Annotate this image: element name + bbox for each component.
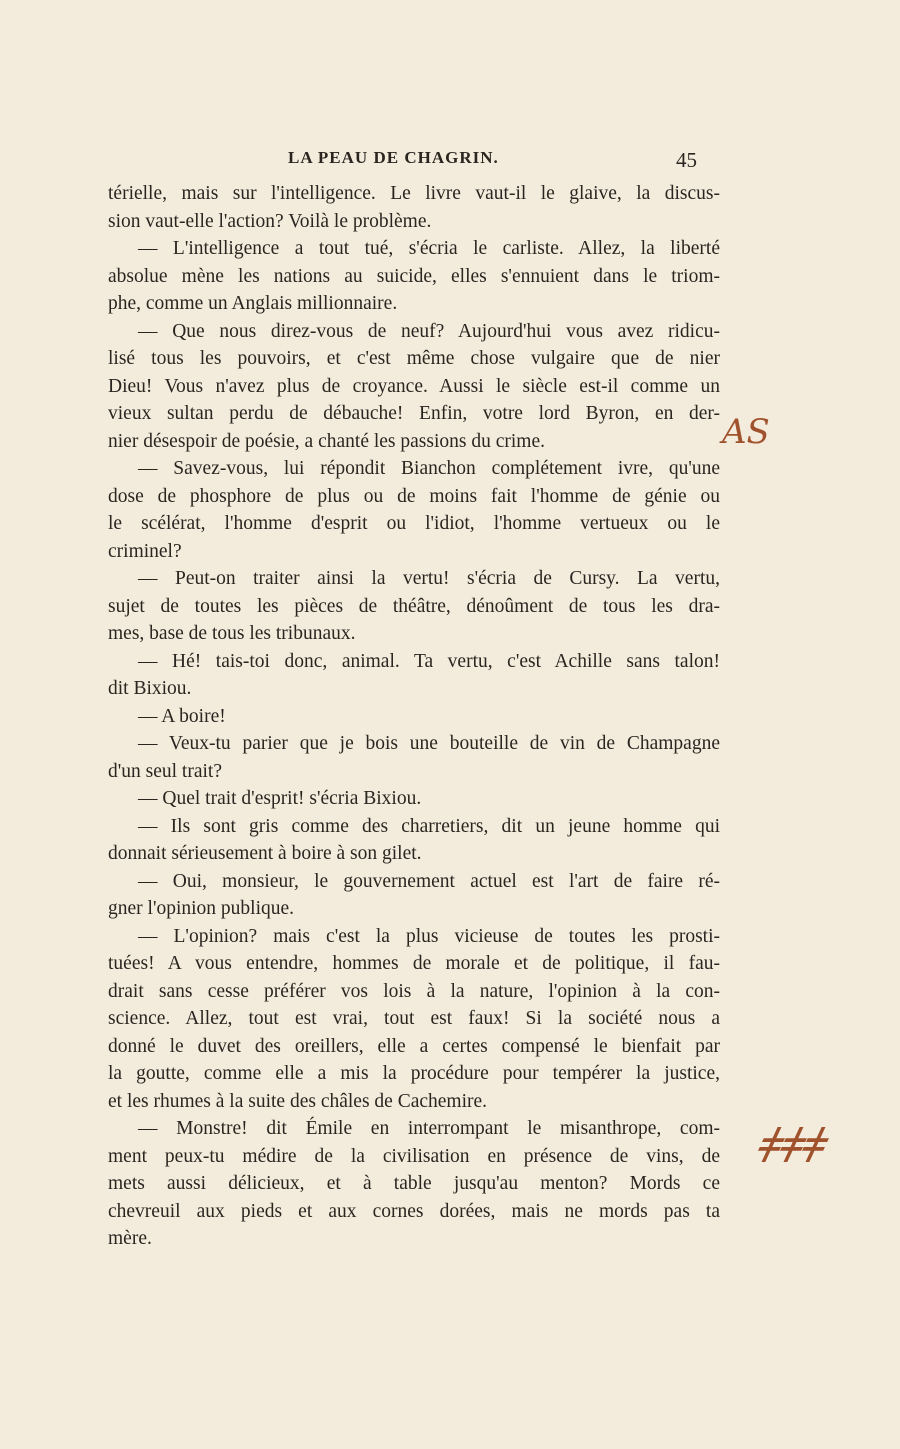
text-line: science. Allez, tout est vrai, tout est faux! Si la société nous a [108, 1008, 720, 1029]
text-line: phe, comme un Anglais millionnaire. [108, 293, 398, 314]
text-line: — Que nous direz-vous de neuf? Aujourd'hui vous avez ridicu- [138, 320, 720, 342]
text-line: — Ils sont gris comme des charretiers, dit un jeune homme qui [138, 815, 720, 837]
text-line: térielle, mais sur l'intelligence. Le livre vaut-il le glaive, la discus- [108, 183, 720, 204]
text-line: gner l'opinion publique. [108, 898, 295, 919]
text-line: — Hé! tais-toi donc, animal. Ta vertu, c'est Achille sans talon! [138, 650, 720, 672]
handwritten-annotation-scrawl: ǂǂǂ [752, 1118, 834, 1174]
text-line: d'un seul trait? [108, 760, 222, 782]
text-line: chevreuil aux pieds et aux cornes dorées, mais ne mords pas ta [108, 1200, 720, 1222]
text-line: drait sans cesse préférer vos lois à la nature, l'opinion à la con- [108, 980, 720, 1002]
text-line: tuées! A vous entendre, hommes de morale et de politique, il fau- [108, 953, 720, 974]
text-line: nier désespoir de poésie, a chanté les passions du crime. [108, 430, 545, 452]
text-line: et les rhumes à la suite des châles de Cachemire. [108, 1090, 488, 1112]
body-text [108, 180, 720, 1253]
text-line: — L'intelligence a tout tué, s'écria le carliste. Allez, la liberté [138, 238, 720, 259]
text-line: sujet de toutes les pièces de théâtre, dénoûment de tous les dra- [108, 595, 720, 617]
text-line: Dieu! Vous n'avez plus de croyance. Aussi le siècle est-il comme un [108, 375, 720, 397]
running-title: LA PEAU DE CHAGRIN. [288, 148, 499, 167]
text-line: lisé tous les pouvoirs, et c'est même chose vulgaire que de nier [108, 348, 720, 369]
text-line: le scélérat, l'homme d'esprit ou l'idiot, l'homme vertueux ou le [108, 513, 720, 534]
text-line: sion vaut-elle l'action? Voilà le problème. [108, 210, 432, 232]
text-line: — Peut-on traiter ainsi la vertu! s'écria de Cursy. La vertu, [138, 568, 720, 589]
text-line: vieux sultan perdu de débauche! Enfin, votre lord Byron, en der- [108, 403, 720, 424]
text-line: — L'opinion? mais c'est la plus vicieuse de toutes les prosti- [138, 925, 720, 947]
text-line: — Veux-tu parier que je bois une bouteille de vin de Champagne [138, 733, 720, 754]
text-line: mes, base de tous les tribunaux. [108, 623, 356, 644]
handwritten-annotation-as: AS [722, 412, 770, 452]
text-line: ment peux-tu médire de la civilisation en présence de vins, de [108, 1145, 720, 1167]
text-line: donnait sérieusement à boire à son gilet. [108, 843, 422, 864]
text-line: dose de phosphore de plus ou de moins fait l'homme de génie ou [108, 485, 720, 507]
text-line: donné le duvet des oreillers, elle a certes compensé le bienfait par [108, 1035, 720, 1057]
text-line: — Oui, monsieur, le gouvernement actuel est l'art de faire ré- [138, 870, 720, 892]
text-line: la goutte, comme elle a mis la procédure pour tempérer la justice, [108, 1063, 720, 1084]
page-number: 45 [676, 148, 697, 172]
text-line: — Savez-vous, lui répondit Bianchon complétement ivre, qu'une [138, 458, 720, 479]
text-line: — A boire! [138, 705, 226, 727]
text-line: mère. [108, 1228, 152, 1249]
text-line: — Monstre! dit Émile en interrompant le misanthrope, com- [138, 1118, 720, 1139]
text-line: criminel? [108, 540, 182, 562]
text-line: mets aussi délicieux, et à table jusqu'au menton? Mords ce [108, 1173, 720, 1194]
text-line: absolue mène les nations au suicide, elles s'ennuient dans le triom- [108, 265, 720, 287]
text-line: — Quel trait d'esprit! s'écria Bixiou. [138, 788, 422, 809]
text-line: dit Bixiou. [108, 678, 192, 699]
